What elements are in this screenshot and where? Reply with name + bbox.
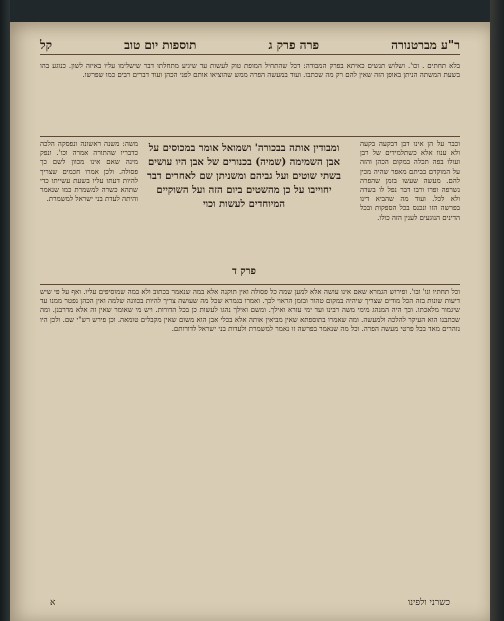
page-edge xyxy=(490,0,504,621)
running-head xyxy=(40,36,460,55)
mishnah-body: ומבודין אותה בבכורה' ושמואל אומר במכוסים על אבן השמימה (שמיה) בכנורים של אבן היו עושים בשתי שוטים ועל גביהם ומשניתן שם לאחרים דבר יחוייבו על כן מהשטים ביום הזה ועל השוקיים המיוחדים לעשות וכוי xyxy=(147,143,341,210)
perek-title: פרק ד xyxy=(232,266,256,277)
header-left: תוספות יום טוב xyxy=(124,37,197,52)
right-column xyxy=(360,140,460,280)
divider xyxy=(40,284,460,285)
left-column-text: משה: משנה ראשונה ונפסקה הלכה כדבריו שהתורה אמרה וכו'. ונפק מינה שאם אינו מכוון לשם כך פסולה. ולכן אמרו חכמים שצריך להיות דעתו עליו בשעת עשייתו כדי שתהא כשרה למשמרת כמו שנאמר והיתה לעדת בני ישראל למשמרת. xyxy=(40,140,138,204)
book-gutter xyxy=(0,0,10,621)
header-right: ר"ע מברטנורה xyxy=(391,37,460,52)
catchword: כשרני ולפינו xyxy=(407,598,450,608)
page-footer xyxy=(50,597,450,611)
mishnah-text xyxy=(144,142,344,262)
right-column-text: וכבר על הן אינו דבן דבקעה בקעה ולא ענוו אלא כשתלמידים של רבן ועולו בפה תכלה במקום הכהן והזה על המוקדם בביתם מאפר שהיה מכין להם. מעשה שעשו בזמן שהפרה נשרפה ופרו ורבו דבר נפל לו בשדה ולא לכל. ועוד מה שהביא דינו בפרשה הזו ונכנס בכל הספקות ובכל הדינים הנוגעים לענין הזה כולו. xyxy=(360,140,460,222)
header-center: פרה פרק ג xyxy=(268,37,319,52)
left-column xyxy=(40,140,138,280)
book-page xyxy=(10,22,490,621)
folio-number: קל xyxy=(40,37,53,52)
top-commentary-text: בלא תחתים . וכו'. ושלוש תנשים כאיתא בפרק המבודה: דכל שהתחיל המופת טוק לעשות עד שיגיע מתחלתו דבר שישלימו עליו באיזה לשון. כנוגע בהו בשעת המשתה הניתן באופן הזה שאין להם רק מה שכתבו. ועוד במעשה הפרה ממש שהוציאו אותם לפני הכהן ועוד דברים רבים כמו שפרשו. xyxy=(40,62,460,80)
signature-mark: א xyxy=(50,598,56,608)
top-commentary xyxy=(40,62,460,132)
lower-commentary xyxy=(40,288,460,588)
lower-commentary-text: וכל תחתיו ונו' ובו'. ופירוש הגמרא שאם אינו עושה אלא למען שמה כל פסולה ואין תוקנה אלא במה שנאמר בכתוב ולא במה שמוסיפים עליו. ואף על פי שיש דיעות שונות בזה הכל מודים שצריך שיהיה במקום טהור ובזמן הראוי לכך. ואמרו בגמרא שכל מה שעושה צריך להיות בכוונה שלמה ואין הכהן נפטר ממנו עד שיגמור מלאכתו. וכך היה המנהג מימי משה רבינו ועד ימי עזרא ואילך. ומשם ואילך נהגו לעשות כן בכל הדורות. ויש מי שאומר שאין זה אלא מדרבנן. ומה שכתבנו הוא העיקר להלכה ולמעשה. ומה שאמרו בתוספתא שאין מביאין אותה אלא בכלי אבן הוא משום שאין מקבלים טומאה. וכן פירש רש"י שם. ולכן היו נזהרים מאד בכל פרטי מעשה הפרה. וכל מה שנאמר בפרשה זו נאמר למשמרת ולעדות בני ישראל לדורותם. xyxy=(40,288,460,333)
divider xyxy=(40,136,460,137)
